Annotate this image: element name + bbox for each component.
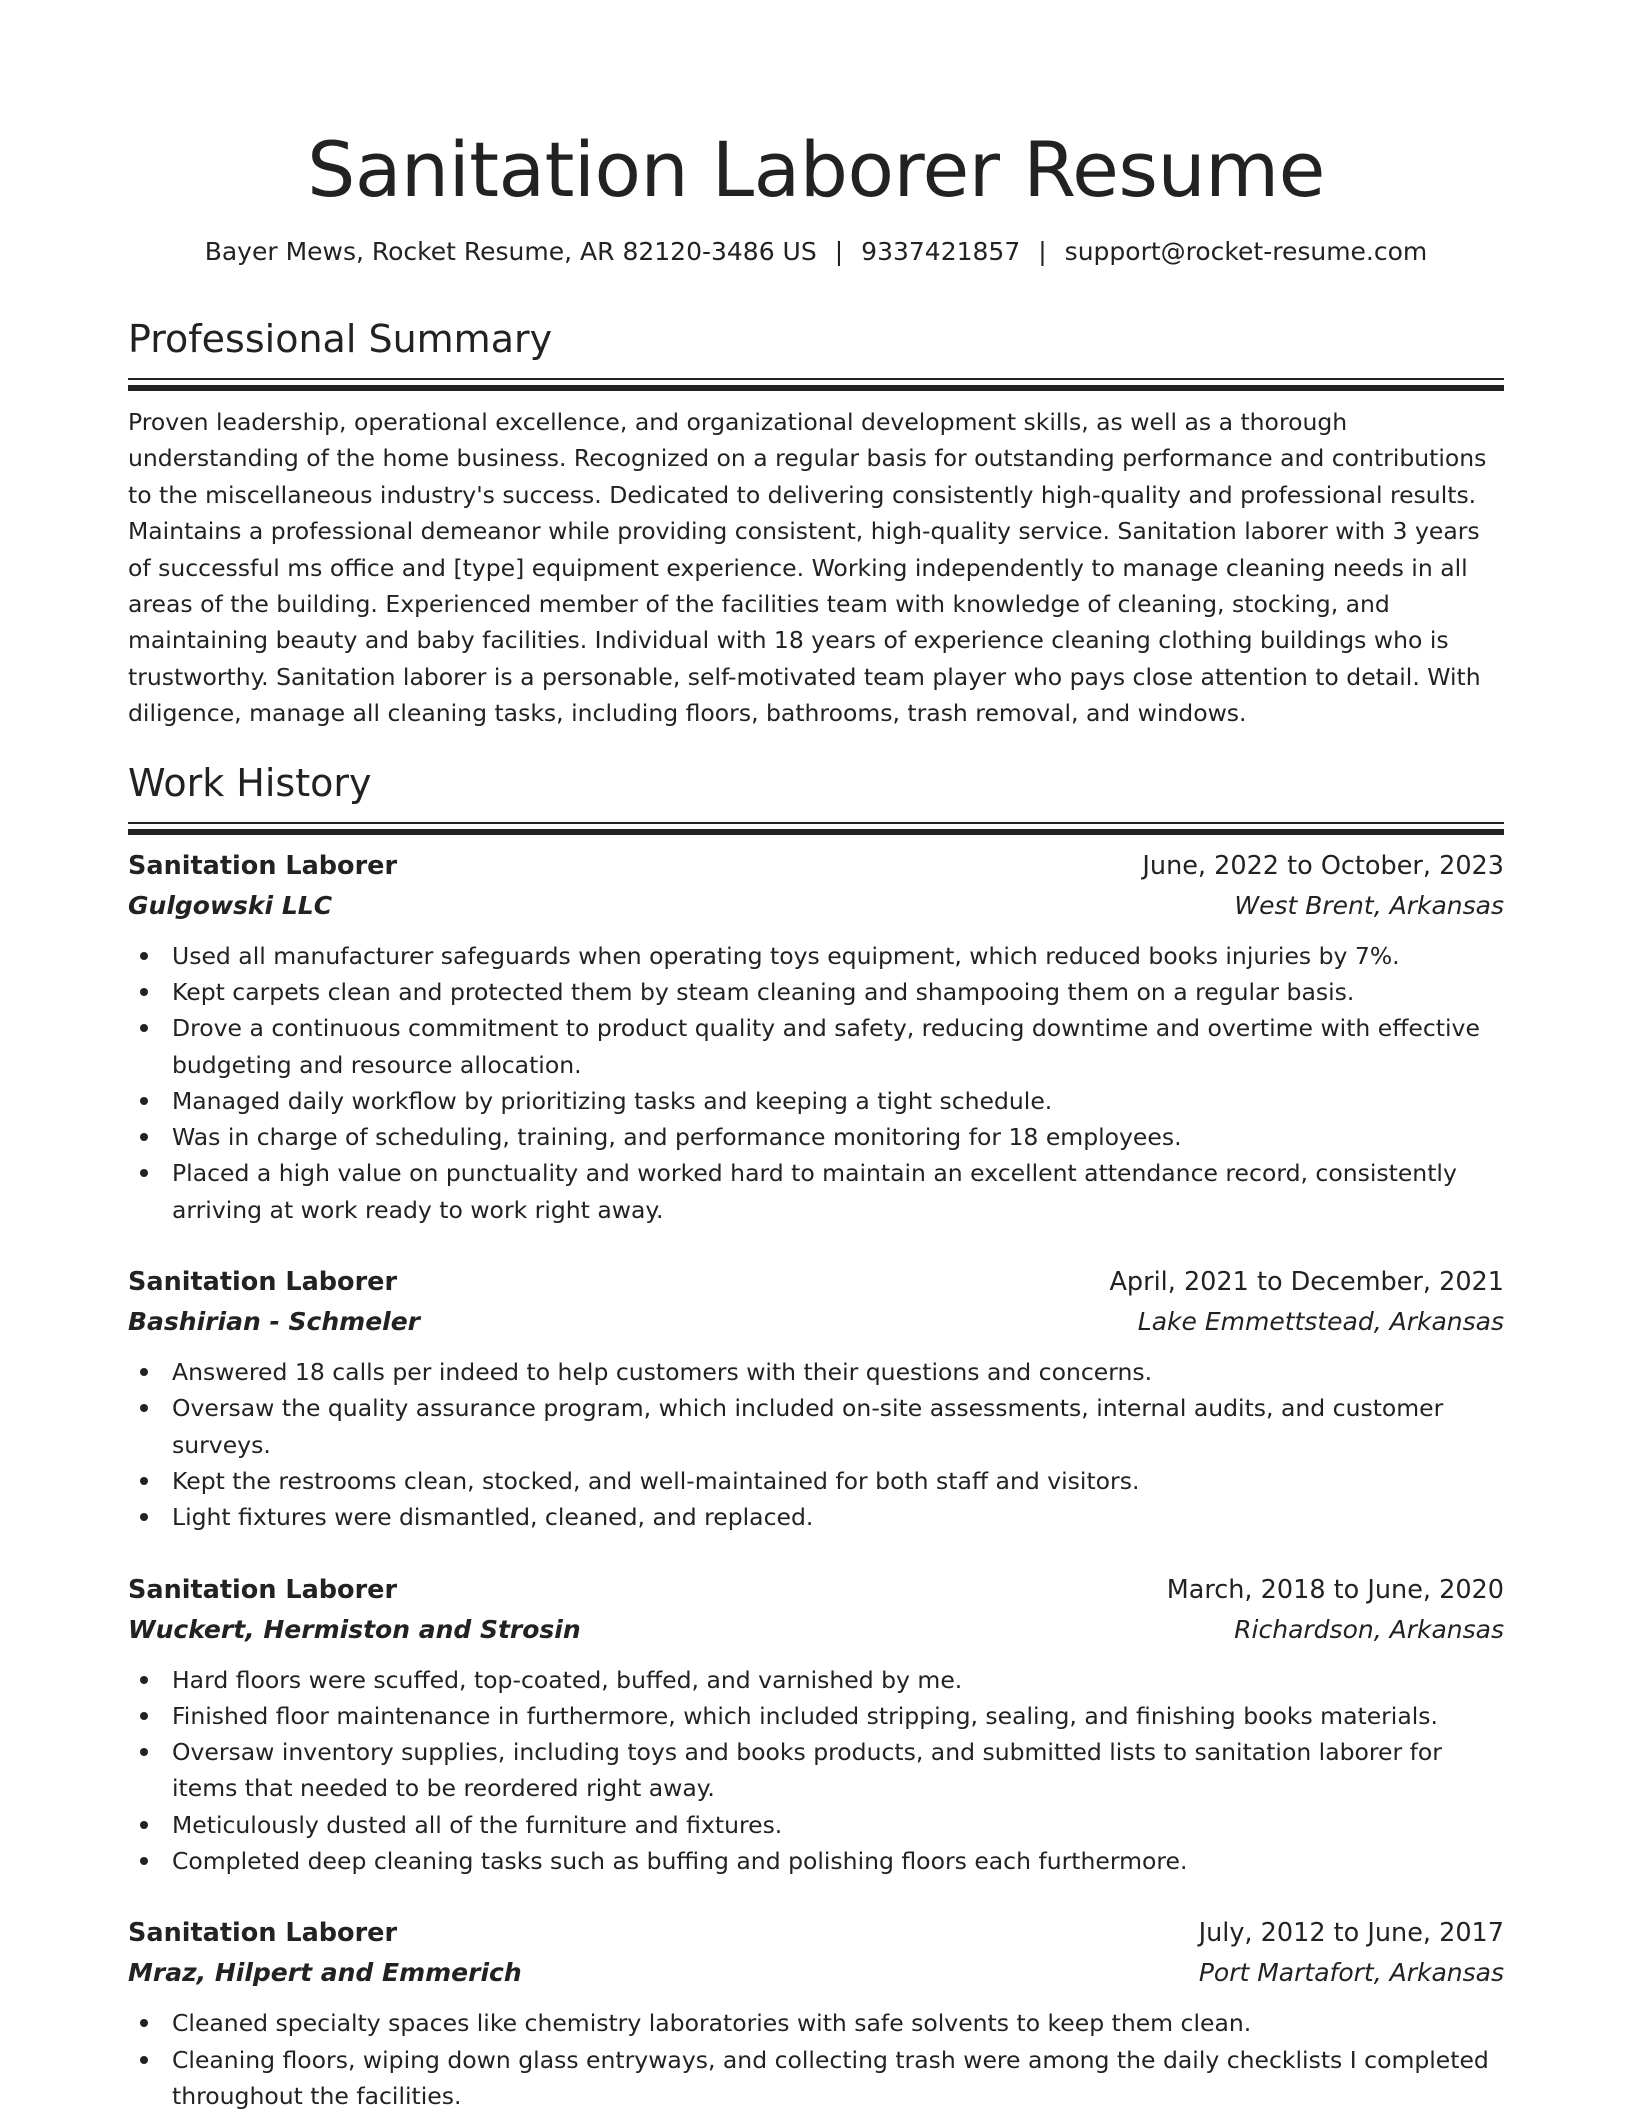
- job-bullet: Answered 18 calls per indeed to help customers with their questions and concerns.: [128, 1354, 1504, 1390]
- job-bullets: [128, 938, 1504, 1228]
- job-dates: July, 2012 to June, 2017: [1198, 1918, 1504, 1949]
- job-bullet: Oversaw the quality assurance program, which included on-site assessments, internal audits, and customer surveys.: [128, 1390, 1504, 1463]
- job-bullet: Oversaw inventory supplies, including toys and books products, and submitted lists to sanitation laborer for items that needed to be reordered right away.: [128, 1734, 1504, 1807]
- job-bullet: Completed deep cleaning tasks such as buffing and polishing floors each furthermore.: [128, 1843, 1504, 1879]
- job-header: [128, 1262, 1504, 1302]
- summary-text: Proven leadership, operational excellence, and organizational development skills, as well as a thorough understanding of the home business. Recognized on a regular basis for outstanding performance and contributions to the miscellaneous industry's success. Dedicated to delivering consistently high-quality and professional results. Maintains a professional demeanor while providing consistent, high-quality service. Sanitation laborer with 3 years of successful ms office and [type] equipment experience. Working independently to manage cleaning needs in all areas of the building. Experienced member of the facilities team with knowledge of cleaning, stocking, and maintaining beauty and baby facilities. Individual with 18 years of experience cleaning clothing buildings who is trustworthy. Sanitation laborer is a personable, self-motivated team player who pays close attention to detail. With diligence, manage all cleaning tasks, including floors, bathrooms, trash removal, and windows.: [128, 408, 1487, 728]
- job-bullet: Managed daily workflow by prioritizing tasks and keeping a tight schedule.: [128, 1083, 1504, 1119]
- job-bullets: [128, 2005, 1504, 2114]
- job-bullet: Cleaned specialty spaces like chemistry laboratories with safe solvents to keep them clean.: [128, 2005, 1504, 2041]
- job-dates: March, 2018 to June, 2020: [1166, 1574, 1504, 1605]
- contact-line: [128, 232, 1504, 272]
- job-bullet: Hard floors were scuffed, top-coated, buffed, and varnished by me.: [128, 1662, 1504, 1698]
- job-bullets: [128, 1354, 1504, 1535]
- job-title: Sanitation Laborer: [128, 1918, 398, 1949]
- job-bullet: Finished floor maintenance in furthermore, which included stripping, sealing, and finishing books materials.: [128, 1698, 1504, 1734]
- job-entry: [128, 1913, 1504, 2114]
- contact-separator: |: [1038, 237, 1047, 266]
- job-bullet: Kept carpets clean and protected them by steam cleaning and shampooing them on a regular basis.: [128, 974, 1504, 1010]
- contact-address: Bayer Mews, Rocket Resume, AR 82120-3486 US: [204, 237, 817, 266]
- work-history-section: [128, 758, 1504, 2114]
- job-subheader: [128, 1953, 1504, 1993]
- section-divider: [128, 822, 1504, 824]
- job-location: Richardson, Arkansas: [1234, 1614, 1504, 1644]
- job-entry: [128, 846, 1504, 1228]
- section-heading: Professional Summary: [128, 317, 553, 361]
- job-subheader: [128, 886, 1504, 926]
- job-location: Lake Emmettstead, Arkansas: [1137, 1307, 1504, 1337]
- job-dates: June, 2022 to October, 2023: [1142, 850, 1504, 881]
- job-company: Mraz, Hilpert and Emmerich: [128, 1958, 522, 1988]
- resume-title: Sanitation Laborer Resume: [307, 125, 1325, 214]
- job-header: [128, 1570, 1504, 1610]
- job-location: Port Martafort, Arkansas: [1198, 1958, 1504, 1988]
- job-bullet: Placed a high value on punctuality and worked hard to maintain an excellent attendance record, consistently arriving at work ready to work right away.: [128, 1155, 1504, 1228]
- job-bullet: Was in charge of scheduling, training, and performance monitoring for 18 employees.: [128, 1119, 1504, 1155]
- section-divider: [128, 378, 1504, 380]
- job-bullet: Light fixtures were dismantled, cleaned, and replaced.: [128, 1499, 1504, 1535]
- professional-summary-section: [128, 314, 1504, 732]
- job-bullet: Meticulously dusted all of the furniture and fixtures.: [128, 1807, 1504, 1843]
- job-title: Sanitation Laborer: [128, 1267, 398, 1298]
- job-bullet: Cleaning floors, wiping down glass entryways, and collecting trash were among the daily checklists I completed throughout the facilities.: [128, 2042, 1504, 2114]
- contact-phone: 9337421857: [861, 237, 1021, 266]
- job-entry: [128, 1570, 1504, 1880]
- section-heading: Work History: [128, 760, 372, 805]
- job-title: Sanitation Laborer: [128, 850, 398, 881]
- job-company: Wuckert, Hermiston and Strosin: [128, 1614, 581, 1644]
- job-bullet: Drove a continuous commitment to product quality and safety, reducing downtime and overtime with effective budgeting and resource allocation.: [128, 1010, 1504, 1083]
- job-company: Bashirian - Schmeler: [128, 1307, 421, 1337]
- job-subheader: [128, 1302, 1504, 1342]
- job-header: [128, 1913, 1504, 1953]
- job-bullets: [128, 1662, 1504, 1880]
- job-entry: [128, 1262, 1504, 1535]
- job-dates: April, 2021 to December, 2021: [1109, 1267, 1504, 1298]
- resume-page: [128, 0, 1504, 2114]
- job-bullet: Kept the restrooms clean, stocked, and well-maintained for both staff and visitors.: [128, 1463, 1504, 1499]
- job-location: West Brent, Arkansas: [1234, 890, 1504, 920]
- job-company: Gulgowski LLC: [128, 890, 333, 920]
- contact-separator: |: [834, 237, 844, 266]
- contact-email: support@rocket-resume.com: [1064, 237, 1428, 266]
- job-title: Sanitation Laborer: [128, 1574, 398, 1605]
- job-header: [128, 846, 1504, 886]
- job-subheader: [128, 1610, 1504, 1650]
- job-bullet: Used all manufacturer safeguards when operating toys equipment, which reduced books injuries by 7%.: [128, 938, 1504, 974]
